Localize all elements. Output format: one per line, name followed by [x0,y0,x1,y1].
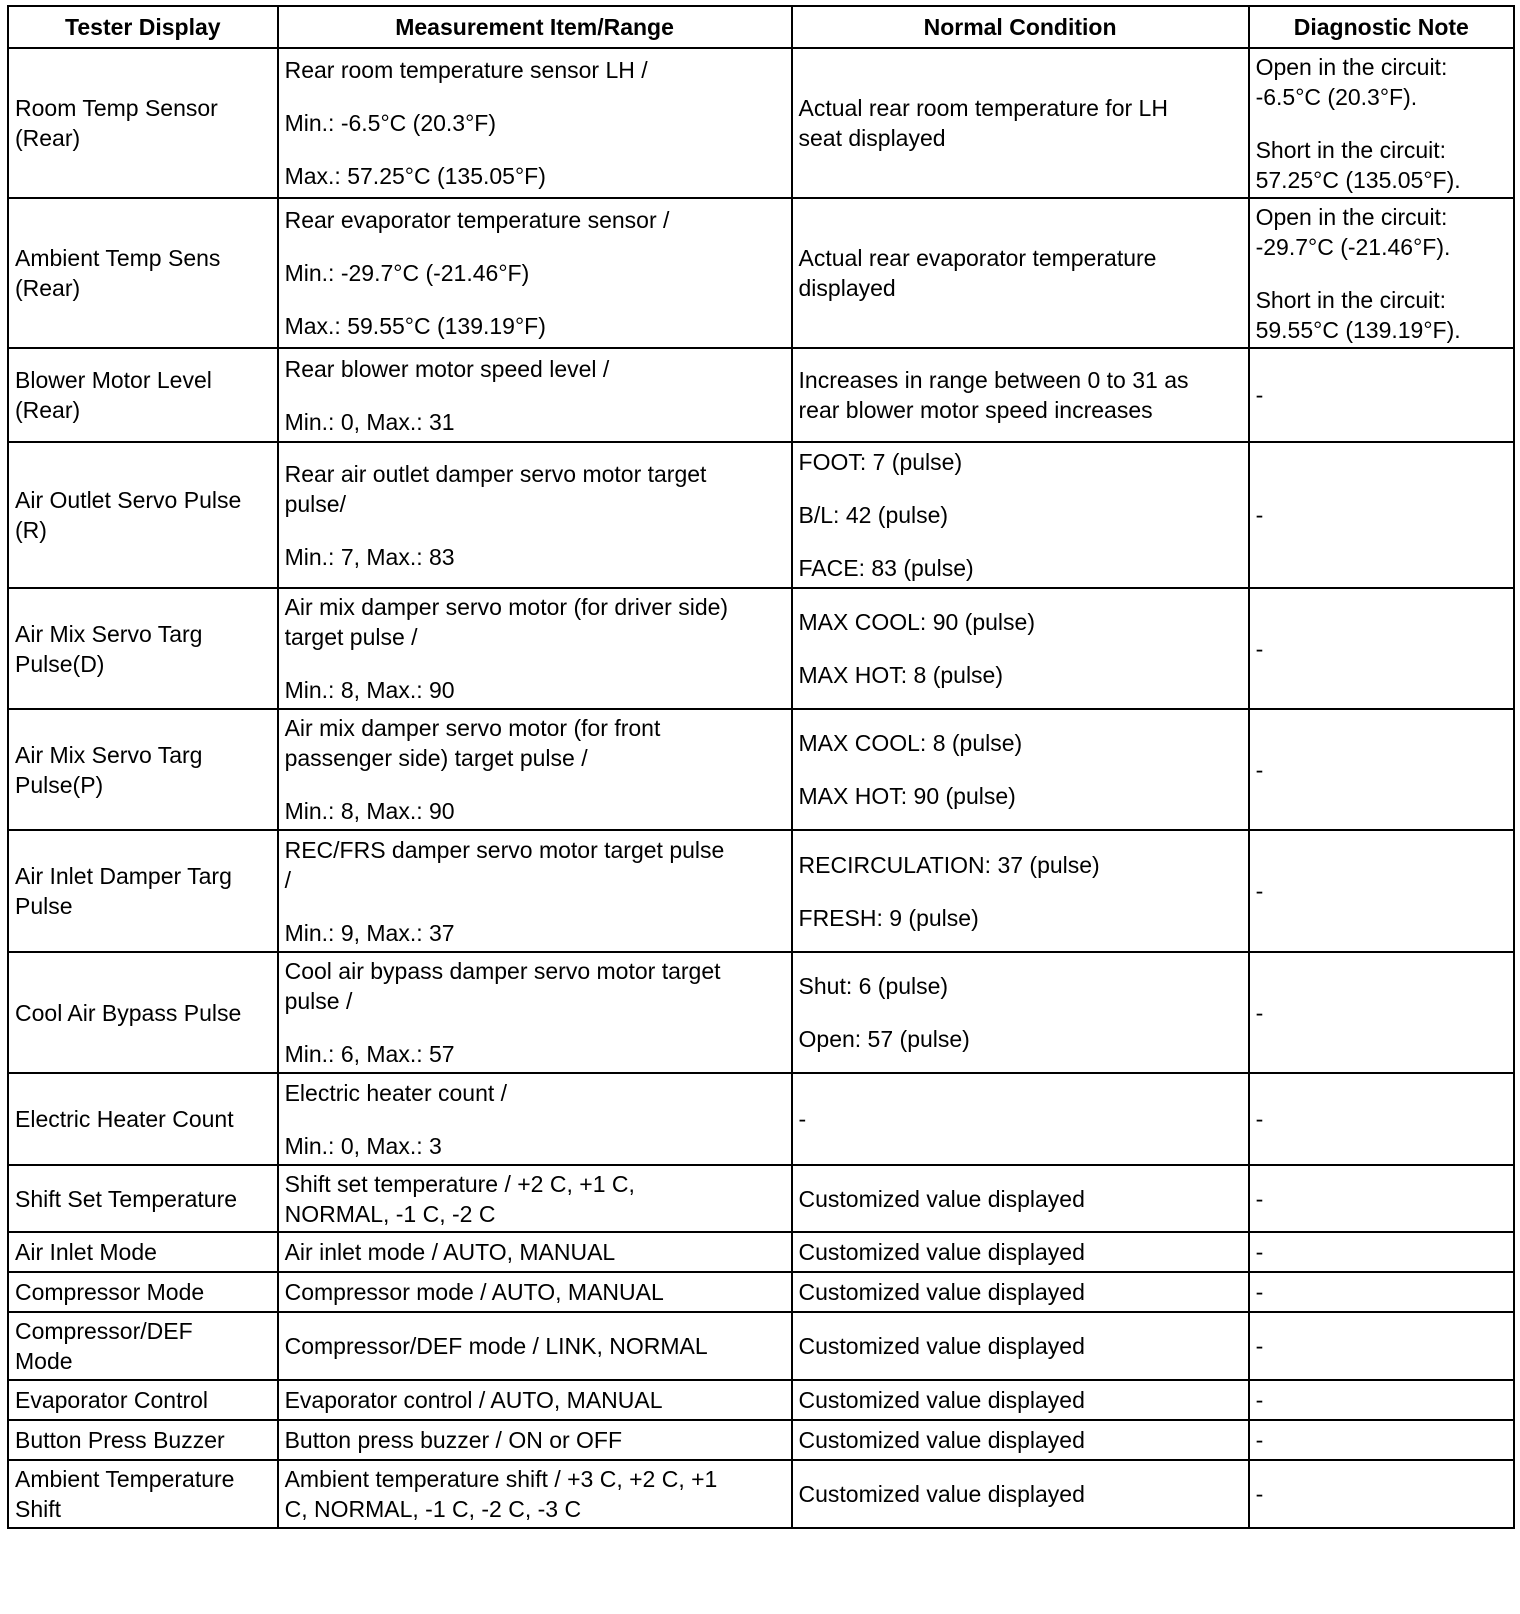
text-line: Air Mix Servo Targ [15,741,203,768]
cell-display [8,1232,278,1272]
text-line: Max.: 57.25°C (135.05°F) [284,163,546,189]
cell-note: - [1249,348,1514,442]
text-line: (Rear) [15,275,81,301]
spacer [285,773,785,796]
text-line: Open: 57 (pulse) [798,1026,970,1052]
cell-condition [792,709,1249,830]
text-line: Min.: -29.7°C (-21.46°F) [284,260,530,286]
text-line: Cool Air Bypass Pulse [15,999,242,1026]
cell-measurement [278,48,792,198]
cell-note: - [1249,1073,1514,1165]
text-line: Air mix damper servo motor (for front [284,715,661,741]
spacer [285,288,785,311]
cell-note: - [1249,1460,1514,1528]
spacer [285,519,785,542]
cell-condition: Customized value displayed [792,1380,1249,1420]
cell-measurement [278,1460,792,1528]
table-row [8,952,1514,1073]
cell-display [8,830,278,952]
text-line: Min.: 0, Max.: 31 [284,408,455,435]
table-row [8,1272,1514,1312]
text-line: Open in the circuit: [1255,53,1448,80]
cell-condition [792,198,1249,348]
text-line: Min.: 0, Max.: 3 [284,1132,442,1159]
cell-display [8,709,278,830]
text-line: MAX HOT: 90 (pulse) [798,783,1016,809]
table-row [8,1420,1514,1460]
cell-condition: Customized value displayed [792,1165,1249,1232]
text-line: Min.: 7, Max.: 83 [284,543,455,570]
text-line: Short in the circuit: [1255,136,1447,163]
text-line: Electric heater count / [284,1079,508,1106]
spacer [285,895,785,918]
text-line: Button press buzzer / ON or OFF [284,1427,623,1453]
text-line: Min.: -6.5°C (20.3°F) [284,110,496,136]
cell-note: - [1249,1380,1514,1420]
text-line: (Rear) [15,125,81,151]
text-line: Ambient Temp Sens [15,245,221,271]
text-line: Air Outlet Servo Pulse [15,487,242,513]
text-line: Actual rear evaporator temperature [798,245,1157,271]
cell-note: - [1249,1420,1514,1460]
header-measurement: Measurement Item/Range [278,6,792,48]
cell-display [8,1073,278,1165]
table-row [8,198,1514,348]
text-line: Air inlet mode / AUTO, MANUAL [284,1239,616,1265]
cell-note: - [1249,1272,1514,1312]
text-line: Min.: 8, Max.: 90 [284,677,455,703]
spacer [799,880,1242,903]
spacer [799,758,1242,781]
cell-note: - [1249,1312,1514,1380]
text-line: Air Inlet Damper Targ [15,863,232,889]
text-line: Min.: 6, Max.: 57 [284,1041,455,1067]
text-line: C, NORMAL, -1 C, -2 C, -3 C [284,1496,582,1522]
cell-measurement [278,1380,792,1420]
cell-display [8,348,278,442]
cell-display [8,1380,278,1420]
spacer [285,384,785,407]
cell-condition: Customized value displayed [792,1232,1249,1272]
text-line: Air mix damper servo motor (for driver side) [284,594,729,620]
text-line: Shift [15,1496,62,1522]
text-line: target pulse / [284,624,418,650]
cell-measurement [278,348,792,442]
cell-note: - [1249,830,1514,952]
cell-measurement [278,830,792,952]
text-line: 59.55°C (139.19°F). [1255,316,1461,343]
cell-note: - [1249,1165,1514,1232]
cell-display [8,442,278,588]
text-line: Pulse [15,893,73,919]
cell-condition: Customized value displayed [792,1272,1249,1312]
spacer [1256,112,1507,135]
table-row [8,1460,1514,1528]
cell-display [8,1312,278,1380]
text-line: Air Inlet Mode [15,1239,157,1265]
text-line: -6.5°C (20.3°F). [1255,83,1418,110]
text-line: Ambient temperature shift / +3 C, +2 C, +1 [284,1466,718,1492]
cell-measurement [278,1232,792,1272]
text-line: Mode [15,1348,73,1374]
cell-note [1249,48,1514,198]
text-line: FOOT: 7 (pulse) [798,449,963,475]
cell-condition [792,588,1249,709]
cell-note: - [1249,1232,1514,1272]
text-line: Min.: 9, Max.: 37 [284,919,455,946]
cell-display [8,588,278,709]
cell-display [8,952,278,1073]
cell-condition: - [792,1073,1249,1165]
cell-note [1249,198,1514,348]
cell-display [8,1420,278,1460]
text-line: displayed [798,275,896,301]
cell-measurement [278,709,792,830]
text-line: (Rear) [15,397,81,423]
text-line: Min.: 8, Max.: 90 [284,798,455,824]
text-line: seat displayed [798,125,946,151]
header-row [8,6,1514,48]
text-line: Evaporator control / AUTO, MANUAL [284,1387,663,1413]
cell-measurement [278,1165,792,1232]
spacer [285,1108,785,1131]
spacer [1256,262,1507,285]
cell-measurement [278,952,792,1073]
table-row [8,588,1514,709]
text-line: FACE: 83 (pulse) [798,555,974,581]
text-line: pulse/ [284,490,346,517]
text-line: Rear air outlet damper servo motor target [284,460,707,487]
table-row [8,348,1514,442]
cell-display [8,48,278,198]
cell-display [8,1272,278,1312]
text-line: Actual rear room temperature for LH [798,95,1168,121]
text-line: REC/FRS damper servo motor target pulse [284,836,725,863]
text-line: Short in the circuit: [1255,286,1447,313]
text-line: Rear room temperature sensor LH / [284,57,648,83]
cell-measurement [278,588,792,709]
text-line: Blower Motor Level [15,367,212,393]
cell-note: - [1249,952,1514,1073]
table-row [8,709,1514,830]
table-row [8,1232,1514,1272]
spacer [799,530,1242,553]
text-line: passenger side) target pulse / [284,745,588,771]
cell-condition: Customized value displayed [792,1420,1249,1460]
cell-note: - [1249,442,1514,588]
cell-condition [792,830,1249,952]
table-row [8,1073,1514,1165]
text-line: / [284,866,291,893]
text-line: (R) [15,517,47,543]
text-line: Compressor Mode [15,1279,205,1305]
spacer [799,1001,1242,1024]
text-line: Ambient Temperature [15,1466,235,1492]
cell-measurement [278,442,792,588]
text-line: RECIRCULATION: 37 (pulse) [798,851,1100,878]
text-line: Electric Heater Count [15,1106,234,1132]
cell-condition: Customized value displayed [792,1312,1249,1380]
text-line: Compressor mode / AUTO, MANUAL [284,1279,664,1305]
text-line: Cool air bypass damper servo motor target [284,958,721,984]
cell-condition [792,348,1249,442]
cell-measurement [278,1312,792,1380]
text-line: Button Press Buzzer [15,1427,225,1453]
text-line: Shift set temperature / +2 C, +1 C, [284,1170,635,1197]
spacer [285,235,785,258]
table-row [8,442,1514,588]
text-line: 57.25°C (135.05°F). [1255,166,1461,193]
text-line: -29.7°C (-21.46°F). [1255,233,1451,260]
text-line: MAX COOL: 8 (pulse) [798,730,1023,756]
header-diagnostic-note: Diagnostic Note [1249,6,1514,48]
table-row [8,1165,1514,1232]
cell-measurement [278,1420,792,1460]
cell-condition [792,48,1249,198]
header-tester-display: Tester Display [8,6,278,48]
spacer [285,652,785,675]
cell-display [8,198,278,348]
header-normal-condition: Normal Condition [792,6,1249,48]
text-line: FRESH: 9 (pulse) [798,904,979,931]
text-line: Increases in range between 0 to 31 as [798,367,1189,393]
text-line: Air Mix Servo Targ [15,620,203,647]
text-line: Pulse(P) [15,771,104,798]
spacer [285,85,785,108]
text-line: MAX HOT: 8 (pulse) [798,662,1004,688]
text-line: Rear evaporator temperature sensor / [284,207,670,233]
cell-condition [792,442,1249,588]
text-line: Compressor/DEF [15,1318,193,1344]
text-line: Open in the circuit: [1255,203,1448,230]
text-line: Shift Set Temperature [15,1185,238,1212]
text-line: Evaporator Control [15,1387,209,1413]
cell-note: - [1249,709,1514,830]
cell-display [8,1460,278,1528]
text-line: Rear blower motor speed level / [284,355,610,382]
text-line: Max.: 59.55°C (139.19°F) [284,313,546,339]
cell-condition: Customized value displayed [792,1460,1249,1528]
text-line: Room Temp Sensor [15,95,218,121]
table-row [8,1312,1514,1380]
text-line: B/L: 42 (pulse) [798,502,949,528]
cell-measurement [278,1272,792,1312]
text-line: Compressor/DEF mode / LINK, NORMAL [284,1333,708,1359]
spacer [799,477,1242,500]
text-line: NORMAL, -1 C, -2 C [284,1200,496,1227]
spacer [285,138,785,161]
cell-measurement [278,1073,792,1165]
cell-note: - [1249,588,1514,709]
tester-display-table [7,5,1515,1529]
cell-measurement [278,198,792,348]
spacer [799,637,1242,660]
cell-display [8,1165,278,1232]
text-line: Shut: 6 (pulse) [798,973,949,999]
table-row [8,48,1514,198]
table-row [8,830,1514,952]
text-line: MAX COOL: 90 (pulse) [798,609,1035,635]
text-line: rear blower motor speed increases [798,397,1153,423]
table-row [8,1380,1514,1420]
text-line: pulse / [284,988,353,1014]
spec-sheet [7,5,1515,1529]
cell-condition [792,952,1249,1073]
text-line: Pulse(D) [15,650,105,677]
spacer [285,1016,785,1039]
